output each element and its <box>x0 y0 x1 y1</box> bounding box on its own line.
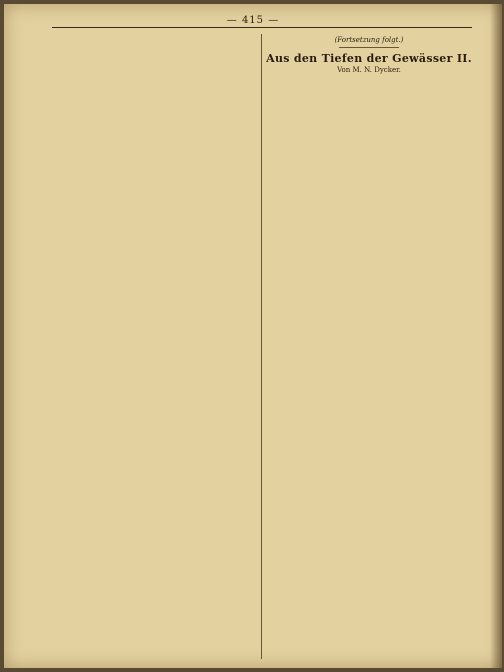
page <box>4 4 502 668</box>
column-divider <box>261 34 262 659</box>
book-spine-shadow <box>490 4 502 668</box>
article-author: Von M. N. Dycker. <box>337 65 401 74</box>
section-rule <box>339 47 399 48</box>
header-rule <box>52 27 472 28</box>
page-number: — 415 — <box>226 15 280 26</box>
article-title: Aus den Tiefen der Gewässer II. <box>266 52 472 66</box>
right-column <box>266 34 472 79</box>
continuation-note: (Fortsetzung folgt.) <box>334 36 404 44</box>
